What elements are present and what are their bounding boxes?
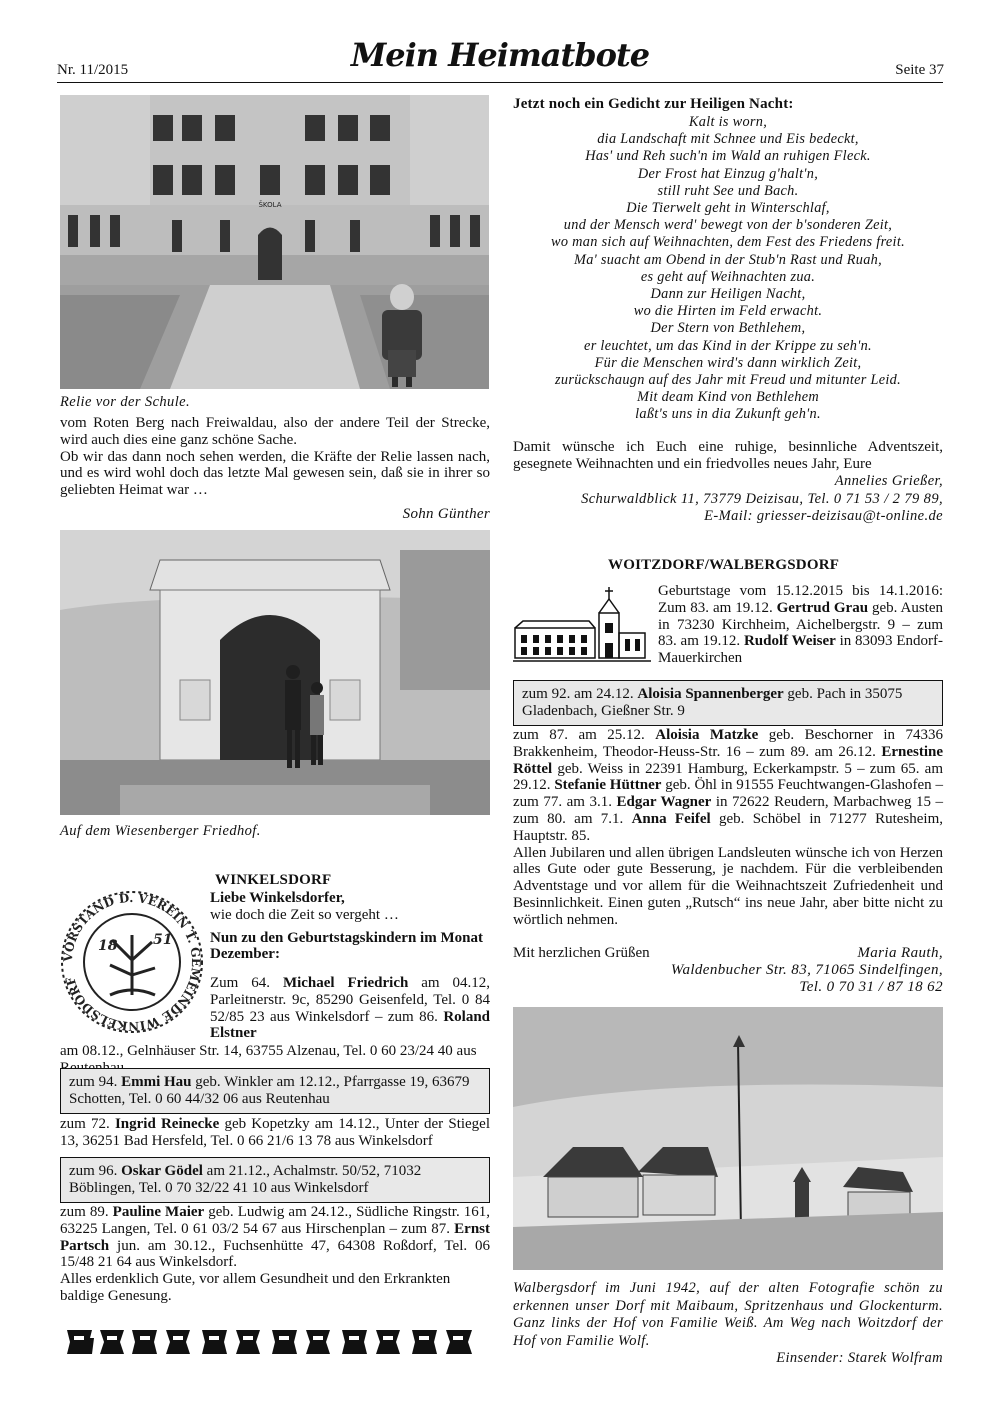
name: Rudolf Weiser: [743, 633, 836, 650]
village-photo: [513, 1007, 943, 1270]
text: zum 92. am 24.12.: [522, 686, 638, 702]
seal-year-right: 51: [153, 932, 173, 948]
village-photo-caption: Walbergsdorf im Juni 1942, auf der alten Fotografie schön zu erkennen unser Dorf mit Maibaum, Spritzenhaus und Glockenturm. Ganz links der Hof von Familie Weiß. Am Weg nach Woitzdorf der Hof von Familie Wolf.: [513, 1280, 943, 1349]
winkelsdorf-title: WINKELSDORF: [215, 872, 332, 888]
chapel-photo: [60, 530, 490, 815]
woitzdorf-closing: Allen Jubilaren und allen übrigen Landsleuten wünsche ich von Herzen alles Gute oder gute Besserung, je nachdem. Für die verbleibenden Adventstage und vor allem für die Weihnachtszeit Zufriedenheit und Besinnlichkeit. Einen guten „Rutsch“ ins neue Jahr, aber bitte nicht zu wörtlich nehmen.: [513, 844, 943, 928]
school-photo: [60, 95, 489, 389]
name: Edgar Wagner: [616, 794, 712, 811]
text: geb. Pach in 35075 Gladenbach, Gießner Str. 9: [522, 686, 903, 719]
poem-wish: Damit wünsche ich Euch eine ruhige, besinnliche Adventszeit, gesegnete Weihnachten und ein friedvolles neues Jahr, Eure: [513, 439, 943, 472]
seal-text: VORSTAND D. VEREIN T. GEMEINDE WINKELSDORF: [60, 890, 204, 1034]
poem-line: still ruht See und Bach.: [657, 182, 799, 199]
sign-address: Waldenbucher Str. 83, 71065 Sindelfingen,: [670, 962, 943, 978]
name: Stefanie Hüttner: [554, 777, 662, 794]
name: Ernst Partsch: [60, 1220, 490, 1254]
text: zum 89.: [60, 1204, 113, 1220]
birthday-subhead: Nun zu den Geburtstagskindern im Monat Dezember:: [210, 929, 483, 963]
header-rule: [57, 82, 943, 83]
poem-line: dia Landschaft mit Schnee und Eis bedeckt,: [597, 131, 859, 148]
woitzdorf-intro: [658, 583, 943, 667]
signature: Sohn Günther: [402, 506, 490, 522]
poem-line: es geht auf Weihnachten zua.: [640, 268, 816, 285]
winkelsdorf-greeting: [210, 890, 490, 963]
name: Roland Elstner: [210, 1008, 490, 1042]
poem-line: Der Stern von Bethlehem,: [650, 320, 806, 337]
woitzdorf-title: WOITZDORF/WALBERGSDORF: [608, 557, 840, 573]
text: geb. Beschorner in 74336 Brakkenheim, Theodor-Heuss-Str. 16 – zum 89. am 26.12.: [513, 727, 943, 760]
winkelsdorf-closing: Alles erdenklich Gute, vor allem Gesundheit und den Erkrankten baldige Genesung.: [60, 1271, 451, 1304]
poem-line: wo die Hirten im Feld erwacht.: [633, 303, 823, 320]
issue-number: Nr. 11/2015: [57, 62, 129, 78]
sign-name: Annelies Grießer,: [834, 473, 943, 489]
masthead-title: Mein Heimatbote: [350, 36, 650, 74]
ornament-border: [62, 1322, 480, 1362]
poem-line: Der Frost hat Einzug g'halt'n,: [637, 165, 819, 182]
text: geb. Schöbel in 71277 Rutesheim, Hauptstr. 85.: [513, 810, 944, 844]
village-icon: [513, 583, 653, 673]
name: Oskar Gödel: [121, 1163, 203, 1179]
text: Geburtstage vom 15.12.2015 bis 14.1.2016: Zum 83. am 19.12.: [658, 583, 943, 616]
text: in 72622 Reudern, Marbachweg 15 – zum 80. am 7.1.: [513, 794, 944, 827]
paragraph: Ob wir das dann noch sehen werden, die Kräfte der Relie lassen nach, und es wird wohl doch das letzte Mal gewesen sein, daß sie in ihrer so geliebten Heimat war …: [60, 448, 490, 499]
text: geb Kopetzky am 14.12., Unter der Stiegel 13, 36251 Bad Hersfeld, Tel. 0 66 21/6 13 78 aus Winkelsdorf: [60, 1116, 491, 1149]
poem-line: wo man sich auf Weihnachten, dem Fest des Friedens freit.: [551, 234, 905, 251]
name: Ingrid Reinecke: [114, 1116, 220, 1132]
text: am 04.12, Parleitnerstr. 9c, 85290 Geisenfeld, Tel. 0 84 52/85 23 aus Winkelsdorf – zum 86.: [210, 975, 490, 1025]
text: geb. Öhl in 91555 Feuchtwangen-Glashofen – zum 77. am 3.1.: [513, 777, 943, 811]
poem-line: und der Mensch werd' bewegt von der b'sonderen Zeit,: [563, 217, 893, 234]
text: jun. am 30.12., Fuchsenhütte 47, 64308 Roßdorf, Tel. 06 15/48 21 64 aus Winkelsdorf.: [60, 1237, 490, 1271]
winkelsdorf-box-1: [60, 1068, 490, 1114]
text: zum 94.: [69, 1074, 122, 1090]
name: Ernestine Röttel: [513, 743, 943, 777]
text: in 83093 Endorf-Mauerkirchen: [658, 633, 943, 667]
poem-line: er leuchtet, um das Kind in der Krippe zu seh'n.: [584, 337, 872, 354]
sign-address: Schurwaldblick 11, 73779 Deizisau, Tel. 0 71 53 / 2 79 89,: [581, 490, 943, 507]
poem-line: Dann zur Heiligen Nacht,: [650, 286, 806, 303]
text: geb. Ludwig am 24.12., Südliche Ringstr. 161, 63225 Langen, Tel. 0 61 03/2 54 67 aus Hirschenplan – zum 87.: [60, 1204, 491, 1237]
winkelsdorf-seal: [60, 890, 205, 1035]
name: Michael Friedrich: [282, 975, 409, 991]
woitzdorf-entries: [513, 727, 943, 929]
sign-tel: Tel. 0 70 31 / 87 18 62: [799, 979, 943, 995]
poem-line: Ma' suacht am Obend in der Stub'n Rast und Ruah,: [573, 251, 883, 268]
school-sign: ŠKOLA: [258, 201, 282, 209]
chapel-photo-caption: Auf dem Wiesenberger Friedhof.: [60, 823, 261, 839]
poem-body: [513, 114, 943, 424]
text: zum 72.: [60, 1116, 115, 1132]
sign-email: E-Mail: griesser-deizisau@t-online.de: [704, 508, 943, 524]
woitzdorf-signature: [513, 945, 943, 996]
text: geb. Winkler am 12.12., Pfarrgasse 19, 63679 Schotten, Tel. 0 60 44/32 06 aus Reutenhau: [69, 1074, 470, 1107]
winkelsdorf-entries-top: [210, 975, 490, 1042]
sign-name: Maria Rauth,: [857, 945, 943, 961]
woitzdorf-box: [513, 680, 943, 726]
poem-line: Kalt is worn,: [688, 114, 768, 130]
winkelsdorf-entries-bottom: [60, 1204, 490, 1305]
text: am 21.12., Achalmstr. 50/52, 71032 Böblingen, Tel. 0 70 32/22 41 10 aus Winkelsdorf: [69, 1163, 422, 1196]
greeting-bold: Liebe Winkelsdorfer,: [210, 890, 345, 906]
name: Aloisia Matzke: [655, 727, 759, 743]
poem-signature: [513, 473, 943, 526]
poem-line: Has' und Reh such'n im Wald an ruhigen Fleck.: [585, 148, 871, 165]
name: Gertrud Grau: [776, 599, 869, 616]
greeting-rest: wie doch die Zeit so vergeht …: [210, 906, 399, 923]
name: Pauline Maier: [112, 1204, 205, 1220]
text: geb. Weiss in 22391 Hamburg, Eckerkampstr. 5 – zum 65. am 29.12.: [513, 760, 943, 794]
winkelsdorf-box-2: [60, 1157, 490, 1203]
name: Emmi Hau: [121, 1074, 192, 1090]
poem-line: Die Tierwelt geht in Winterschlaf,: [626, 200, 830, 217]
text: geb. Austen in 73230 Kirchheim, Aichelbergstr. 9 – zum 83. am 19.12.: [658, 599, 943, 650]
text: Zum 64.: [210, 975, 283, 991]
village-photo-credit: Einsender: Starek Wolfram: [776, 1350, 943, 1366]
school-photo-caption: Relie vor der Schule.: [60, 394, 190, 410]
poem-title: Jetzt noch ein Gedicht zur Heiligen Nacht:: [513, 96, 794, 112]
text: am 08.12., Gelnhäuser Str. 14, 63755 Alzenau, Tel. 0 60 23/24 40 aus: [60, 1043, 477, 1059]
poem-line: Mit deam Kind von Bethlehem: [636, 389, 819, 406]
text: zum 96.: [69, 1163, 122, 1179]
paragraph: vom Roten Berg nach Freiwaldau, also der andere Teil der Strecke, wird auch dies eine ganz schöne Sache.: [60, 415, 490, 448]
name: Aloisia Spannenberger: [637, 686, 784, 702]
name: Anna Feifel: [631, 810, 711, 827]
page-number: Seite 37: [895, 62, 944, 78]
poem-line: laßt's uns in dia Zukunft geh'n.: [635, 406, 821, 423]
text: zum 87. am 25.12.: [513, 727, 656, 743]
poem-line: zurückschaugn auf des Jahr mit Freud und mitunter Leid.: [555, 372, 901, 389]
woitzdorf-greet: Mit herzlichen Grüßen: [513, 945, 650, 961]
poem-line: Für die Menschen wird's dann wirklich Zeit,: [594, 354, 862, 371]
winkelsdorf-entry-3: [60, 1116, 490, 1150]
left-intro-text: [60, 415, 490, 499]
seal-year-left: 18: [98, 938, 118, 954]
